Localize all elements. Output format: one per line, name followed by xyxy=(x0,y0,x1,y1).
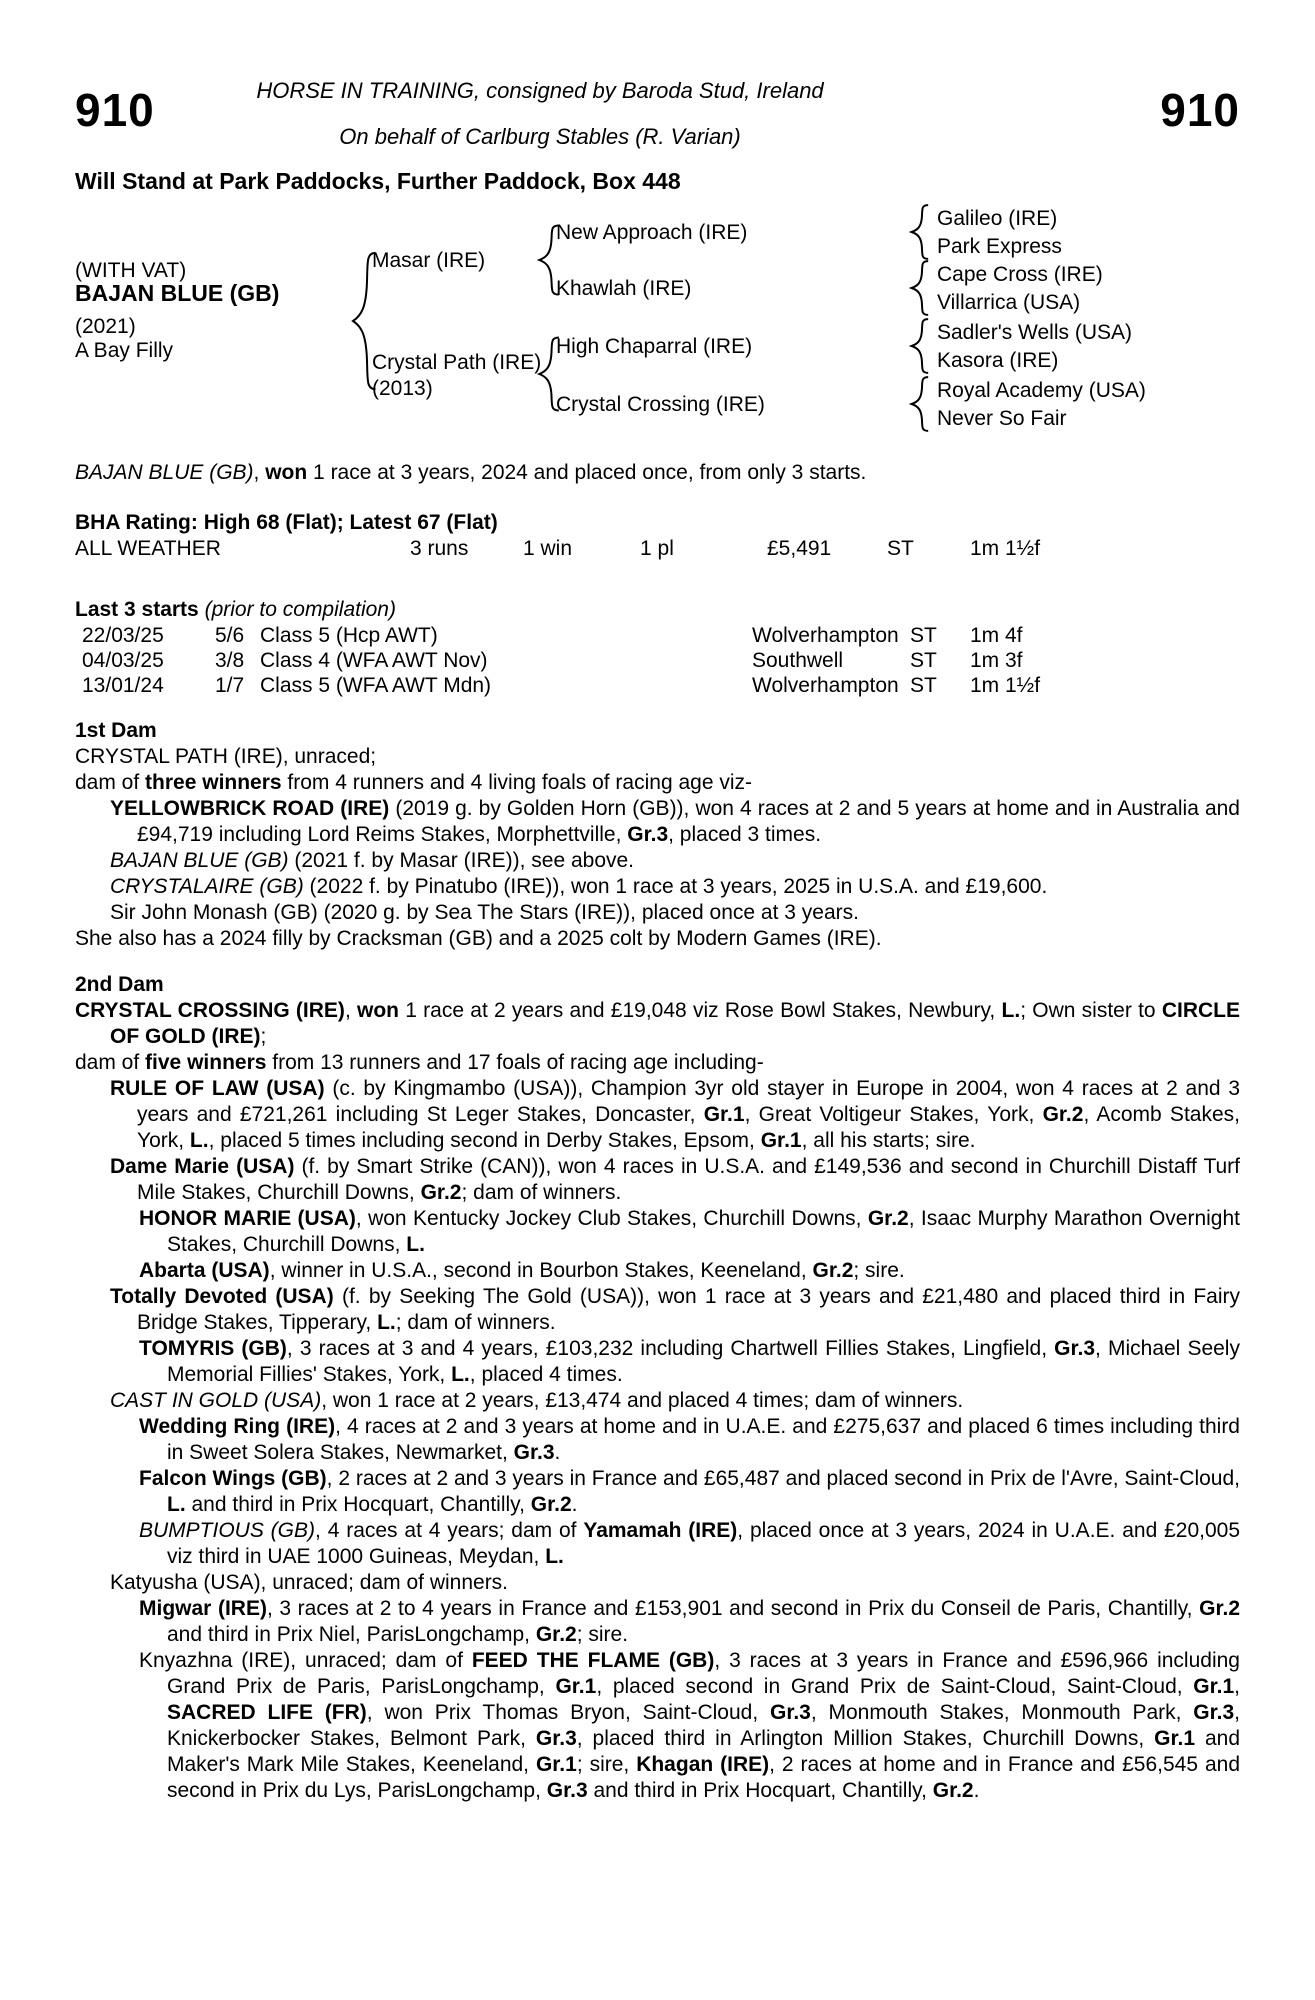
race-course: Wolverhampton xyxy=(752,674,899,697)
race-class: Class 5 (WFA AWT Mdn) xyxy=(260,674,492,697)
produce-entry: HONOR MARIE (USA), won Kentucky Jockey Club Stakes, Churchill Downs, Gr.2, Isaac Murphy Marathon Overnight Stakes, Churchill Downs, L. xyxy=(139,1207,1240,1256)
race-distance: 1m 1½f xyxy=(970,674,1041,697)
lot-number-left: 910 xyxy=(75,84,155,136)
produce-entry: Totally Devoted (USA) (f. by Seeking The Gold (USA)), won 1 race at 3 years and £21,480 and placed third in Fairy Bridge Stakes, Tipperary, L.; dam of winners. xyxy=(110,1285,1241,1334)
on-behalf-line: On behalf of Carlburg Stables (R. Varian) xyxy=(339,124,741,149)
race-class: Class 4 (WFA AWT Nov) xyxy=(260,649,488,672)
aw-earnings: £5,491 xyxy=(767,537,832,560)
aw-going: ST xyxy=(887,537,914,560)
produce-entry: dam of five winners from 13 runners and 17 foals of racing age including- xyxy=(75,1051,764,1074)
produce-entry: Wedding Ring (IRE), 4 races at 2 and 3 years at home and in U.A.E. and £275,637 and placed 6 times including third in Sweet Solera Stakes, Newmarket, Gr.3. xyxy=(139,1415,1240,1464)
produce-entry: BUMPTIOUS (GB), 4 races at 4 years; dam of Yamamah (IRE), placed once at 3 years, 2024 in U.A.E. and £20,005 viz third in UAE 1000 Guineas, Meydan, L. xyxy=(139,1519,1240,1568)
aw-distance: 1m 1½f xyxy=(970,537,1041,560)
dam-sections xyxy=(75,718,1240,1804)
produce-entry: CRYSTAL CROSSING (IRE), won 1 race at 2 years and £19,048 viz Rose Bowl Stakes, Newbury, L.; Own sister to CIRCLE OF GOLD (IRE); xyxy=(75,999,1241,1048)
gen2-name: High Chaparral (IRE) xyxy=(556,335,753,358)
pedigree-brace-gen3 xyxy=(908,260,930,316)
produce-entry: CRYSTALAIRE (GB) (2022 f. by Pinatubo (IRE)), won 1 race at 3 years, 2025 in U.S.A. and £19,600. xyxy=(110,875,1048,898)
produce-entry: Dame Marie (USA) (f. by Smart Strike (CAN)), won 4 races in U.S.A. and £149,536 and second in Churchill Distaff Turf Mile Stakes, Churchill Downs, Gr.2; dam of winners. xyxy=(110,1155,1240,1204)
consignment-line: HORSE IN TRAINING, consigned by Baroda Stud, Ireland xyxy=(256,78,824,103)
produce-entry: Migwar (IRE), 3 races at 2 to 4 years in France and £153,901 and second in Prix du Conseil de Paris, Chantilly, Gr.2 and third in Prix Niel, ParisLongchamp, Gr.2; sire. xyxy=(139,1597,1241,1646)
race-going: ST xyxy=(910,624,937,647)
aw-runs: 3 runs xyxy=(410,537,469,560)
page-header xyxy=(75,0,1240,200)
produce-entry: Falcon Wings (GB), 2 races at 2 and 3 years in France and £65,487 and placed second in Prix de l'Avre, Saint-Cloud, L. and third in Prix Hocquart, Chantilly, Gr.2. xyxy=(139,1467,1240,1516)
produce-entry: dam of three winners from 4 runners and 4 living foals of racing age viz- xyxy=(75,771,752,794)
produce-entry: BAJAN BLUE (GB) (2021 f. by Masar (IRE)), see above. xyxy=(110,849,635,872)
gen2-name: Khawlah (IRE) xyxy=(556,277,692,300)
second-dam-heading: 2nd Dam xyxy=(75,973,164,996)
all-weather-row xyxy=(75,536,1240,562)
table-row xyxy=(75,648,1240,673)
gen3-name: Galileo (IRE) xyxy=(937,207,1058,230)
race-distance: 1m 3f xyxy=(970,649,1023,672)
pedigree-brace-gen3 xyxy=(908,376,930,432)
race-date: 22/03/25 xyxy=(82,624,164,647)
produce-entry: Katyusha (USA), unraced; dam of winners. xyxy=(110,1571,509,1594)
table-row xyxy=(75,673,1240,698)
gen3-name: Cape Cross (IRE) xyxy=(937,263,1103,286)
dam-name: Crystal Path (IRE) xyxy=(372,351,542,374)
gen3-name: Royal Academy (USA) xyxy=(937,379,1146,402)
pedigree-brace-gen3 xyxy=(908,204,930,260)
produce-entry: CAST IN GOLD (USA), won 1 race at 2 years, £13,474 and placed 4 times; dam of winners. xyxy=(110,1389,964,1412)
lot-number-right: 910 xyxy=(1160,84,1240,136)
horse-description: A Bay Filly xyxy=(75,339,174,362)
gen3-name: Sadler's Wells (USA) xyxy=(937,321,1132,344)
vat-note: (WITH VAT) xyxy=(75,259,187,282)
horse-name: BAJAN BLUE (GB) xyxy=(75,280,280,306)
gen3-name: Kasora (IRE) xyxy=(937,349,1059,372)
aw-surface: ALL WEATHER xyxy=(75,537,221,560)
race-date: 04/03/25 xyxy=(82,649,164,672)
race-position: 5/6 xyxy=(215,624,245,647)
aw-wins: 1 win xyxy=(523,537,573,560)
race-going: ST xyxy=(910,674,937,697)
gen3-name: Never So Fair xyxy=(937,407,1067,430)
gen2-name: New Approach (IRE) xyxy=(556,221,748,244)
race-date: 13/01/24 xyxy=(82,674,164,697)
race-course: Southwell xyxy=(752,649,844,672)
race-position: 1/7 xyxy=(215,674,245,697)
bha-rating-line: BHA Rating: High 68 (Flat); Latest 67 (Flat) xyxy=(75,511,498,534)
produce-entry: YELLOWBRICK ROAD (IRE) (2019 g. by Golden Horn (GB)), won 4 races at 2 and 5 years at home and in Australia and £94,719 including Lord Reims Stakes, Morphettville, Gr.3, placed 3 times. xyxy=(110,797,1240,846)
dam-year: (2013) xyxy=(372,377,433,400)
first-dam-heading: 1st Dam xyxy=(75,719,157,742)
produce-entry: TOMYRIS (GB), 3 races at 3 and 4 years, £103,232 including Chartwell Fillies Stakes, Lingfield, Gr.3, Michael Seely Memorial Fillies' Stakes, York, L., placed 4 times. xyxy=(139,1337,1240,1386)
gen3-name: Park Express xyxy=(937,235,1062,258)
stand-location-line: Will Stand at Park Paddocks, Further Paddock, Box 448 xyxy=(75,168,681,194)
produce-entry: Knyazhna (IRE), unraced; dam of FEED THE FLAME (GB), 3 races at 3 years in France and £596,966 including Grand Prix de Paris, ParisLongchamp, Gr.1, placed second in Grand Prix de Saint-Cloud, Saint-Cloud, Gr.1, SACRED LIFE (FR), won Prix Thomas Bryon, Saint-Cloud, Gr.3, Monmouth Stakes, Monmouth Park, Gr.3, Knickerbocker Stakes, Belmont Park, Gr.3, placed third in Arlington Million Stakes, Churchill Downs, Gr.1 and Maker's Mark Mile Stakes, Keeneland, Gr.1; sire, Khagan (IRE), 2 races at home and in France and £56,545 and second in Prix du Lys, ParisLongchamp, Gr.3 and third in Prix Hocquart, Chantilly, Gr.2. xyxy=(139,1649,1240,1802)
race-position: 3/8 xyxy=(215,649,245,672)
last3-header xyxy=(75,597,1240,623)
race-course: Wolverhampton xyxy=(752,624,899,647)
horse-year: (2021) xyxy=(75,315,136,338)
race-going: ST xyxy=(910,649,937,672)
pedigree-table xyxy=(75,200,1240,440)
produce-entry: Abarta (USA), winner in U.S.A., second in Bourbon Stakes, Keeneland, Gr.2; sire. xyxy=(139,1259,905,1282)
last3-title-note: (prior to compilation) xyxy=(204,598,396,621)
gen2-name: Crystal Crossing (IRE) xyxy=(556,393,765,416)
produce-entry: CRYSTAL PATH (IRE), unraced; xyxy=(75,745,377,768)
table-row xyxy=(75,623,1240,648)
race-class: Class 5 (Hcp AWT) xyxy=(260,624,438,647)
pedigree-brace-gen3 xyxy=(908,318,930,374)
race-summary: BAJAN BLUE (GB), won 1 race at 3 years, 2024 and placed once, from only 3 starts. xyxy=(75,461,867,484)
sire-name: Masar (IRE) xyxy=(372,249,486,272)
produce-entry: RULE OF LAW (USA) (c. by Kingmambo (USA)), Champion 3yr old stayer in Europe in 2004, won 4 races at 2 and 3 years and £721,261 including St Leger Stakes, Doncaster, Gr.1, Great Voltigeur Stakes, York, Gr.2, Acomb Stakes, York, L., placed 5 times including second in Derby Stakes, Epsom, Gr.1, all his starts; sire. xyxy=(110,1077,1241,1152)
produce-entry: Sir John Monash (GB) (2020 g. by Sea The Stars (IRE)), placed once at 3 years. xyxy=(110,901,859,924)
gen3-name: Villarrica (USA) xyxy=(937,291,1081,314)
aw-places: 1 pl xyxy=(640,537,674,560)
last3-title: Last 3 starts xyxy=(75,598,199,621)
race-distance: 1m 4f xyxy=(970,624,1023,647)
produce-entry: She also has a 2024 filly by Cracksman (GB) and a 2025 colt by Modern Games (IRE). xyxy=(75,927,882,950)
